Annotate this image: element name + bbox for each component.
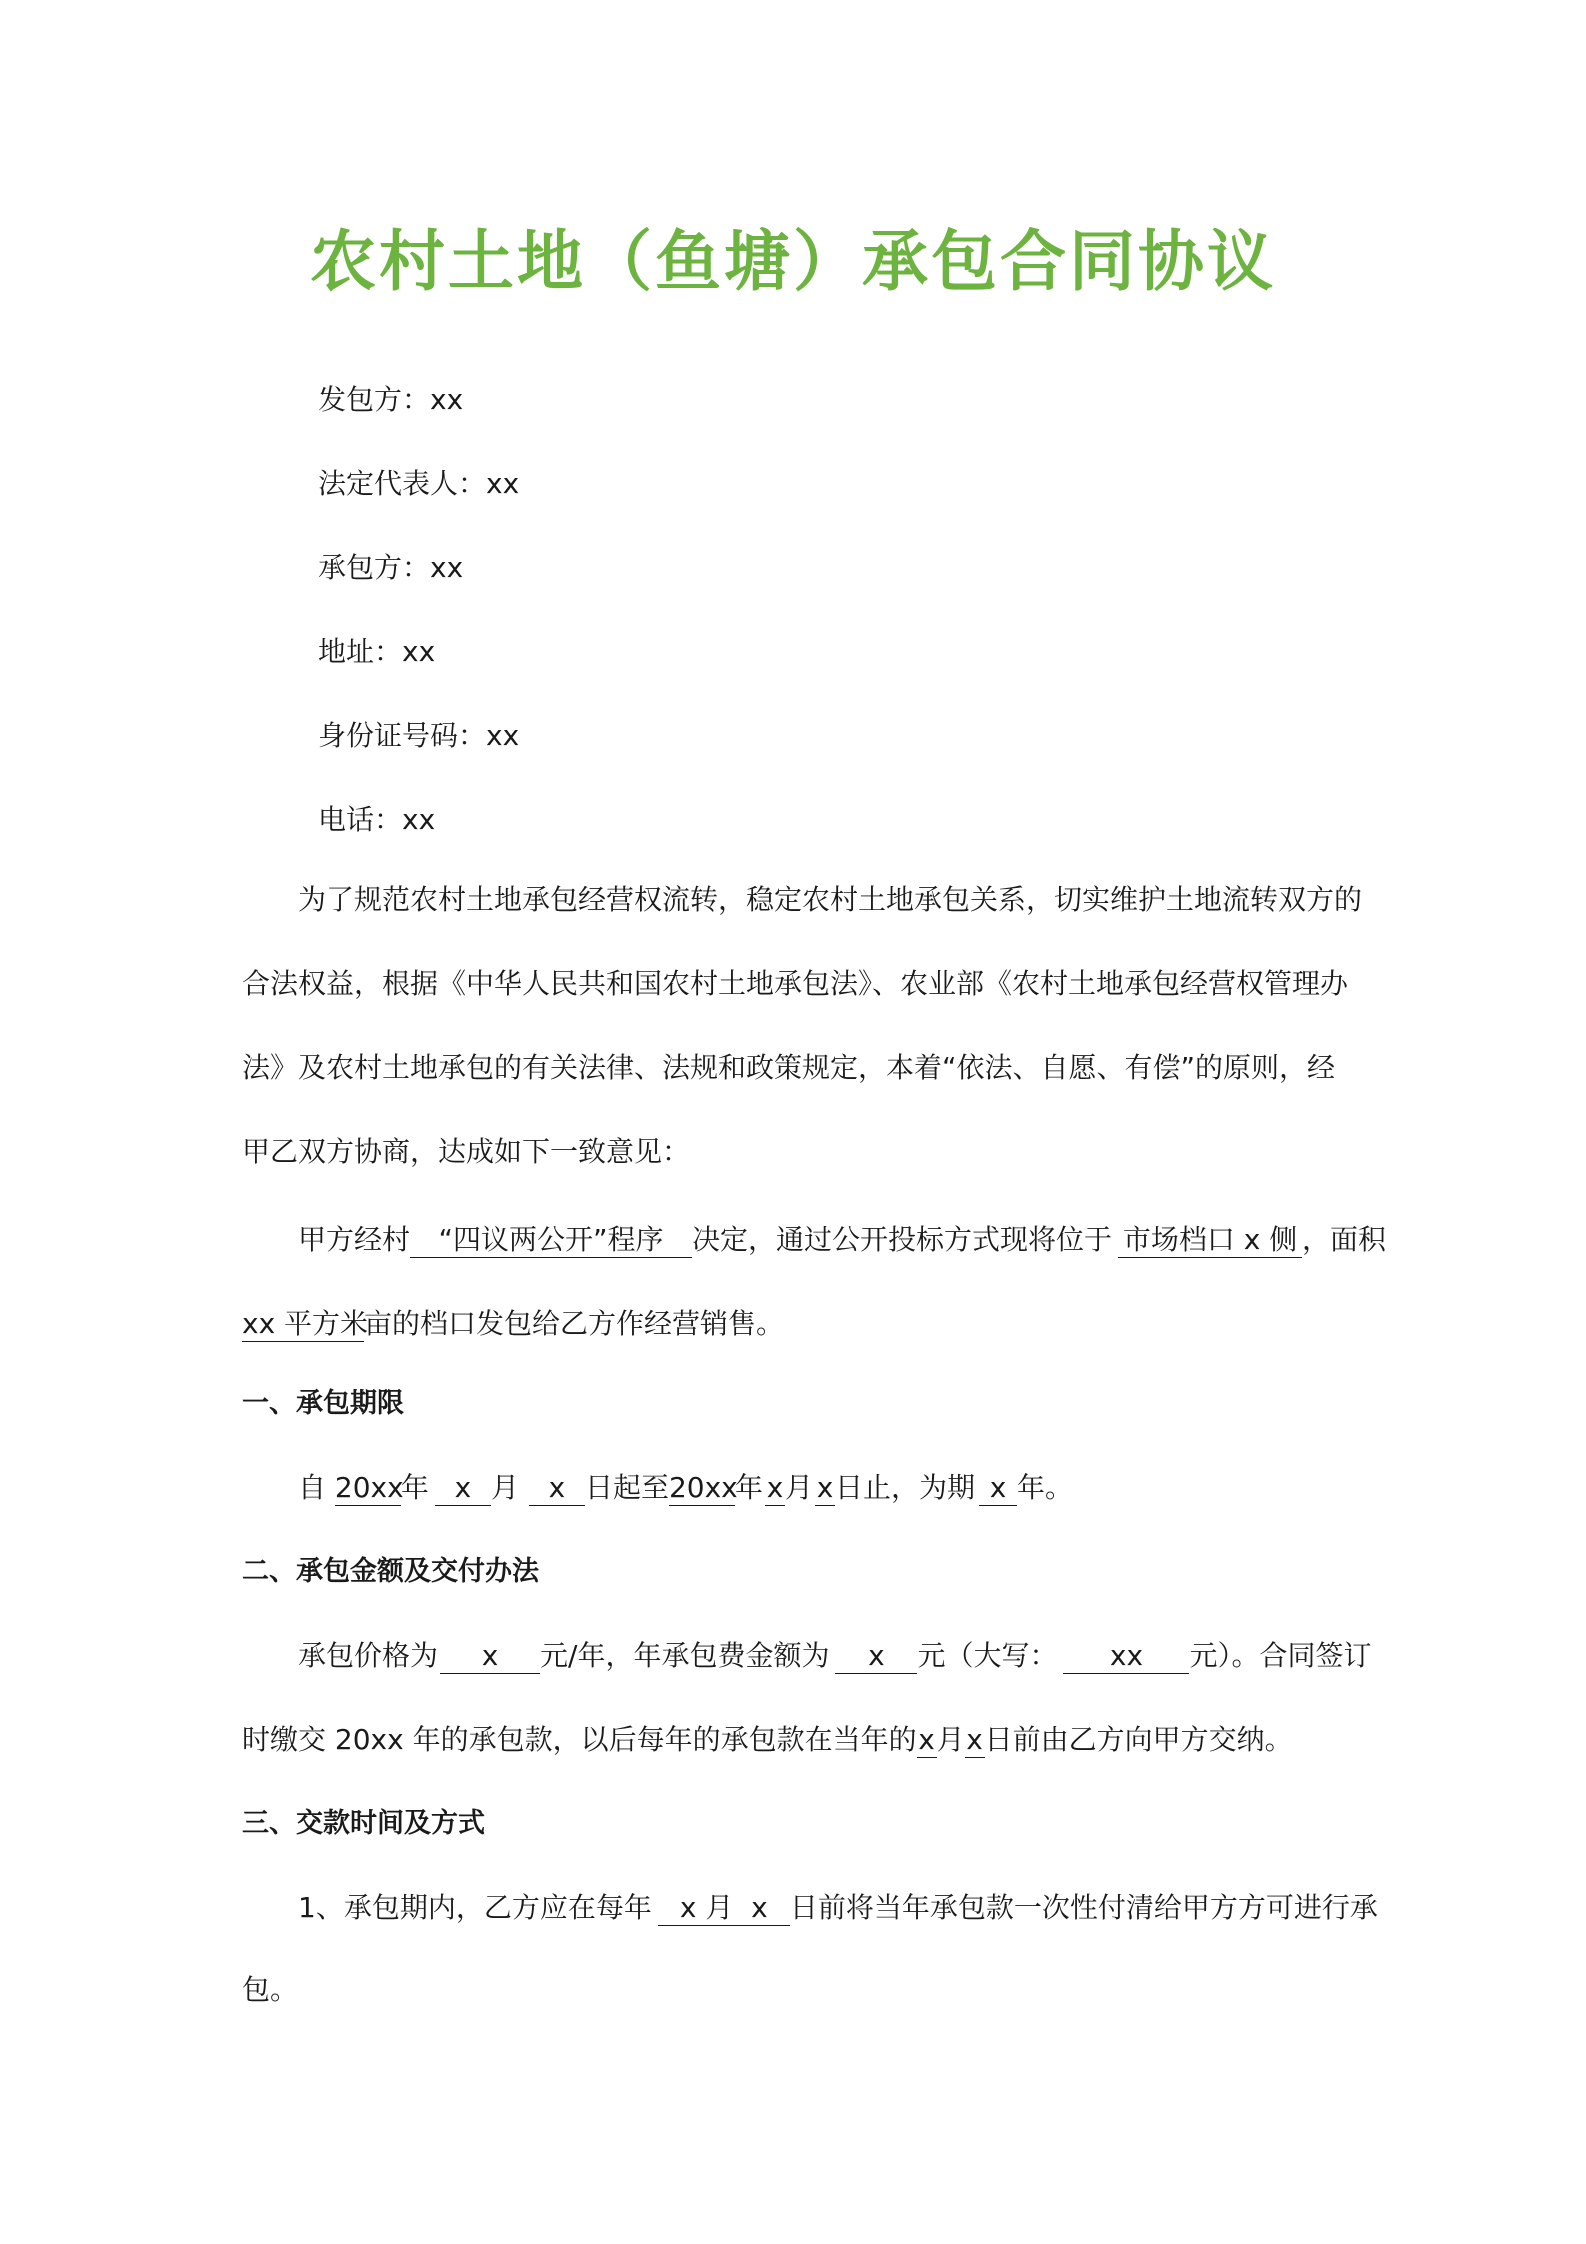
field-contractor [318, 548, 463, 588]
intro-line: 合法权益，根据《中华人民共和国农村土地承包法》、农业部《农村土地承包经营权管理办 [242, 967, 1349, 1000]
section-heading: 二、承包金额及交付办法 [242, 1556, 539, 1587]
lease-object-line [242, 1304, 784, 1344]
lease-object-line [298, 1220, 1386, 1260]
document-title: 农村土地（鱼塘）承包合同协议 [310, 223, 1276, 300]
field-legal-rep [318, 464, 519, 504]
text: 甲方经村 [298, 1223, 411, 1256]
field-label: 电话： [318, 803, 403, 836]
field-label: 法定代表人： [318, 467, 487, 500]
price-line [242, 1720, 1293, 1760]
price-line [298, 1636, 1371, 1676]
text: 月 [936, 1723, 965, 1756]
field-value: xx [430, 383, 464, 416]
field-value: xx [402, 635, 436, 668]
text: 日起至 [584, 1471, 669, 1504]
blank-annual-fee: x [835, 1639, 917, 1674]
blank-end-month: x [766, 1471, 784, 1504]
text: 日前将当年承包款一次性付清给甲方方可进行承 [789, 1891, 1378, 1924]
intro-line: 法》及农村土地承包的有关法律、法规和政策规定，本着“依法、自愿、有偿”的原则，经 [242, 1051, 1336, 1084]
text: 时缴交 20xx 年的承包款，以后每年的承包款在当年的 [242, 1723, 917, 1756]
blank-duration: x [979, 1471, 1017, 1506]
text: 年 [734, 1471, 763, 1504]
blank-pay-day: x [966, 1723, 983, 1756]
field-label: 承包方： [318, 551, 431, 584]
text: 年。 [1017, 1471, 1074, 1504]
blank-start-year: 20xx [334, 1471, 404, 1504]
blank-annual-price: x [440, 1639, 540, 1674]
blank-end-year: 20xx [668, 1471, 738, 1504]
field-value: xx [402, 803, 436, 836]
field-phone [318, 800, 435, 840]
blank-pay-month: x [918, 1723, 935, 1756]
field-id-number [318, 716, 519, 756]
blank-end-day: x [816, 1471, 834, 1504]
blank-procedure: “四议两公开”程序 [410, 1223, 692, 1258]
text: 日止，为期 [835, 1471, 976, 1504]
intro-line: 为了规范农村土地承包经营权流转，稳定农村土地承包关系，切实维护土地流转双方的 [298, 883, 1363, 916]
field-issuer [318, 380, 463, 420]
text: 决定，通过公开投标方式现将位于 [692, 1223, 1113, 1256]
text: 自 [298, 1471, 327, 1504]
intro-line: 甲乙双方协商，达成如下一致意见： [242, 1135, 691, 1168]
text: 日前由乙方向甲方交纳。 [984, 1723, 1293, 1756]
blank-amount-words: xx [1063, 1639, 1189, 1674]
field-label: 地址： [318, 635, 403, 668]
field-label: 身份证号码： [318, 719, 487, 752]
payment-line: 包。 [242, 1973, 299, 2006]
payment-line [298, 1888, 1378, 1928]
section-heading: 一、承包期限 [242, 1388, 404, 1419]
text: 月 [784, 1471, 813, 1504]
text: 1、承包期内，乙方应在每年 [298, 1891, 652, 1924]
text: 元（大写： [917, 1639, 1058, 1672]
text: 亩的档口发包给乙方作经营销售。 [364, 1307, 785, 1340]
text: 承包价格为 [298, 1639, 439, 1672]
text: 年 [400, 1471, 429, 1504]
blank-start-day: x [529, 1471, 585, 1506]
text: ，面积 [1302, 1223, 1387, 1256]
blank-area: xx 平方米 [242, 1307, 369, 1340]
blank-location: 市场档口 x 侧 [1118, 1223, 1302, 1258]
blank-payment-date: x 月 x [658, 1891, 790, 1926]
text: 月 [490, 1471, 519, 1504]
blank-start-month: x [435, 1471, 491, 1506]
field-label: 发包方： [318, 383, 431, 416]
field-address [318, 632, 435, 672]
text: 元/年，年承包费金额为 [540, 1639, 830, 1672]
section-heading: 三、交款时间及方式 [242, 1808, 485, 1839]
field-value: xx [430, 551, 464, 584]
text: 元）。合同签订 [1189, 1639, 1372, 1672]
field-value: xx [486, 467, 520, 500]
term-line [298, 1468, 1073, 1508]
field-value: xx [486, 719, 520, 752]
